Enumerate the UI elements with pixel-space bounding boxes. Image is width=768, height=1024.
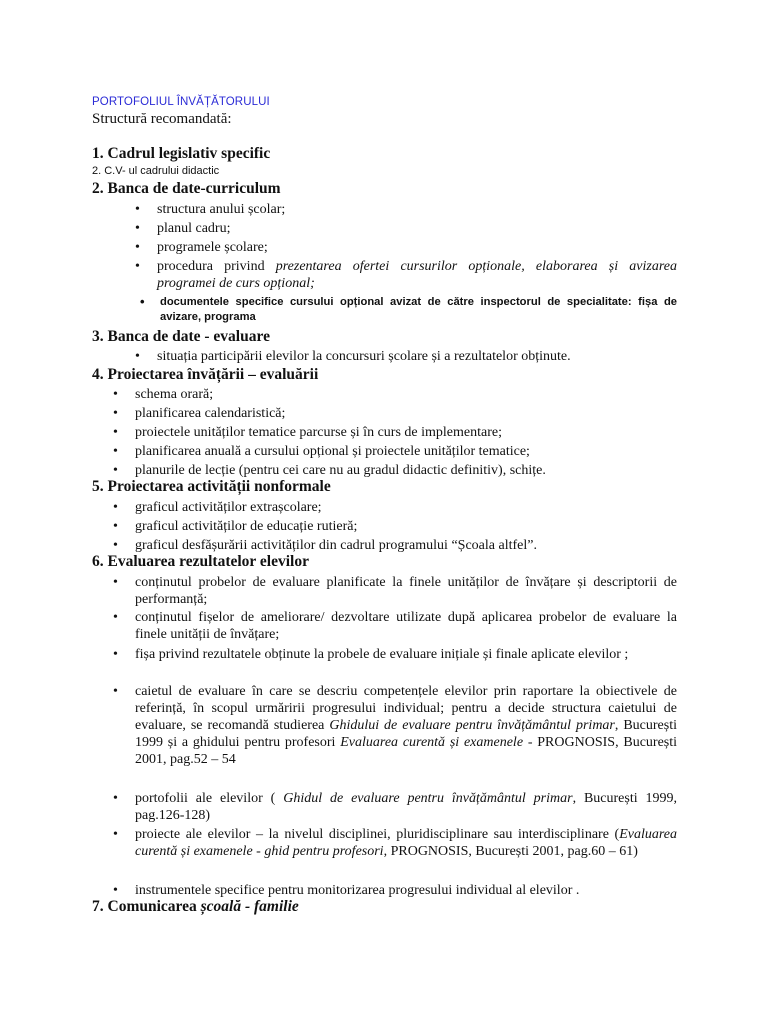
section-7-emphasis: școală - familie bbox=[200, 898, 299, 915]
list-item: • instrumentele specifice pentru monitorizarea progresului individual al elevilor . bbox=[135, 882, 579, 899]
list-item: • graficul activităților de educație rutieră; bbox=[135, 518, 357, 535]
list-item-text: - PROGNOSIS, București 2001, pag.52 – 54 bbox=[135, 735, 678, 767]
list-item: • programele școlare; bbox=[157, 239, 268, 256]
list-item bbox=[135, 826, 677, 860]
list-item: • graficul activităților extrașcolare; bbox=[135, 499, 322, 516]
subtitle: Structură recomandată: bbox=[92, 111, 232, 127]
list-item: • situația participării elevilor la concursuri școlare și a rezultatelor obținute. bbox=[157, 348, 571, 365]
list-item-text: procedura privind bbox=[157, 259, 276, 274]
section-6-heading: 6. Evaluarea rezultatelor elevilor bbox=[92, 553, 309, 570]
list-item: • planul cadru; bbox=[157, 220, 230, 237]
section-7-label: 7. Comunicarea bbox=[92, 898, 201, 915]
list-item-text: proiecte ale elevilor – la nivelul disciplinei, pluridisciplinare sau interdisciplinare ( bbox=[135, 827, 620, 842]
list-item: • planificarea anuală a cursului opțional și proiectele unităților tematice; bbox=[135, 443, 530, 460]
portfolio-title: PORTOFOLIUL ÎNVĂȚĂTORULUI bbox=[92, 96, 270, 108]
list-item-text: , PROGNOSIS, București 2001, pag.60 – 61) bbox=[383, 844, 638, 859]
list-item-emphasis: Ghidul de evaluare pentru învățământul primar bbox=[283, 791, 573, 806]
list-item-emphasis: Ghidului de evaluare pentru învățământul primar bbox=[329, 718, 615, 733]
list-item-emphasis: prezentarea ofertei cursurilor opționale, elaborarea și avizarea programei de curs opțional; bbox=[157, 259, 677, 291]
list-item: • planurile de lecție (pentru cei care nu au gradul didactic definitiv), schițe. bbox=[135, 462, 546, 479]
list-item: • graficul desfășurării activităților din cadrul programului “Școala altfel”. bbox=[135, 537, 537, 554]
list-item: • conținutul fișelor de ameliorare/ dezvoltare utilizate după aplicarea probelor de evaluare la finele unității de învățare; bbox=[135, 609, 677, 643]
list-item: • proiectele unităților tematice parcurse și în curs de implementare; bbox=[135, 424, 502, 441]
list-item bbox=[135, 790, 677, 824]
list-item bbox=[157, 258, 677, 292]
list-item-emphasis: Evaluarea curentă și examenele - ghid pentru profesori bbox=[135, 827, 677, 859]
list-item: • planificarea calendaristică; bbox=[135, 405, 285, 422]
list-item: • conținutul probelor de evaluare planificate la finele unităților de învățare și descriptorii de performanță; bbox=[135, 574, 677, 608]
section-1-heading: 1. Cadrul legislativ specific bbox=[92, 145, 271, 162]
list-item-text: caietul de evaluare în care se descriu competențele elevilor prin raportare la obiectivele de referință, în scopul urmăririi progresului individual; pentru a decide structura caietului de evaluare, se recomandă studierea bbox=[135, 684, 677, 733]
list-item-text: , București 1999 și a ghidului pentru profesori bbox=[135, 718, 677, 750]
list-item bbox=[135, 683, 677, 768]
list-item: • documentele specifice cursului opțional avizat de către inspectorul de specialitate: fișa de avizare, programa bbox=[160, 295, 677, 324]
section-2-heading: 2. Banca de date-curriculum bbox=[92, 180, 281, 197]
section-cv-heading: 2. C.V- ul cadrului didactic bbox=[92, 165, 220, 177]
list-item-text: , București 1999, pag.126-128) bbox=[135, 791, 678, 823]
list-item-emphasis: Evaluarea curentă și examenele bbox=[340, 735, 524, 750]
section-7-heading bbox=[92, 898, 299, 916]
section-3-heading: 3. Banca de date - evaluare bbox=[92, 328, 270, 345]
list-item: • fișa privind rezultatele obținute la probele de evaluare inițiale și finale aplicate elevilor ; bbox=[135, 646, 677, 663]
section-5-heading: 5. Proiectarea activității nonformale bbox=[92, 478, 331, 495]
section-4-heading: 4. Proiectarea învățării – evaluării bbox=[92, 366, 319, 383]
list-item: • structura anului școlar; bbox=[157, 201, 285, 218]
list-item: • schema orară; bbox=[135, 386, 213, 403]
list-item-text: portofolii ale elevilor ( bbox=[135, 791, 284, 806]
